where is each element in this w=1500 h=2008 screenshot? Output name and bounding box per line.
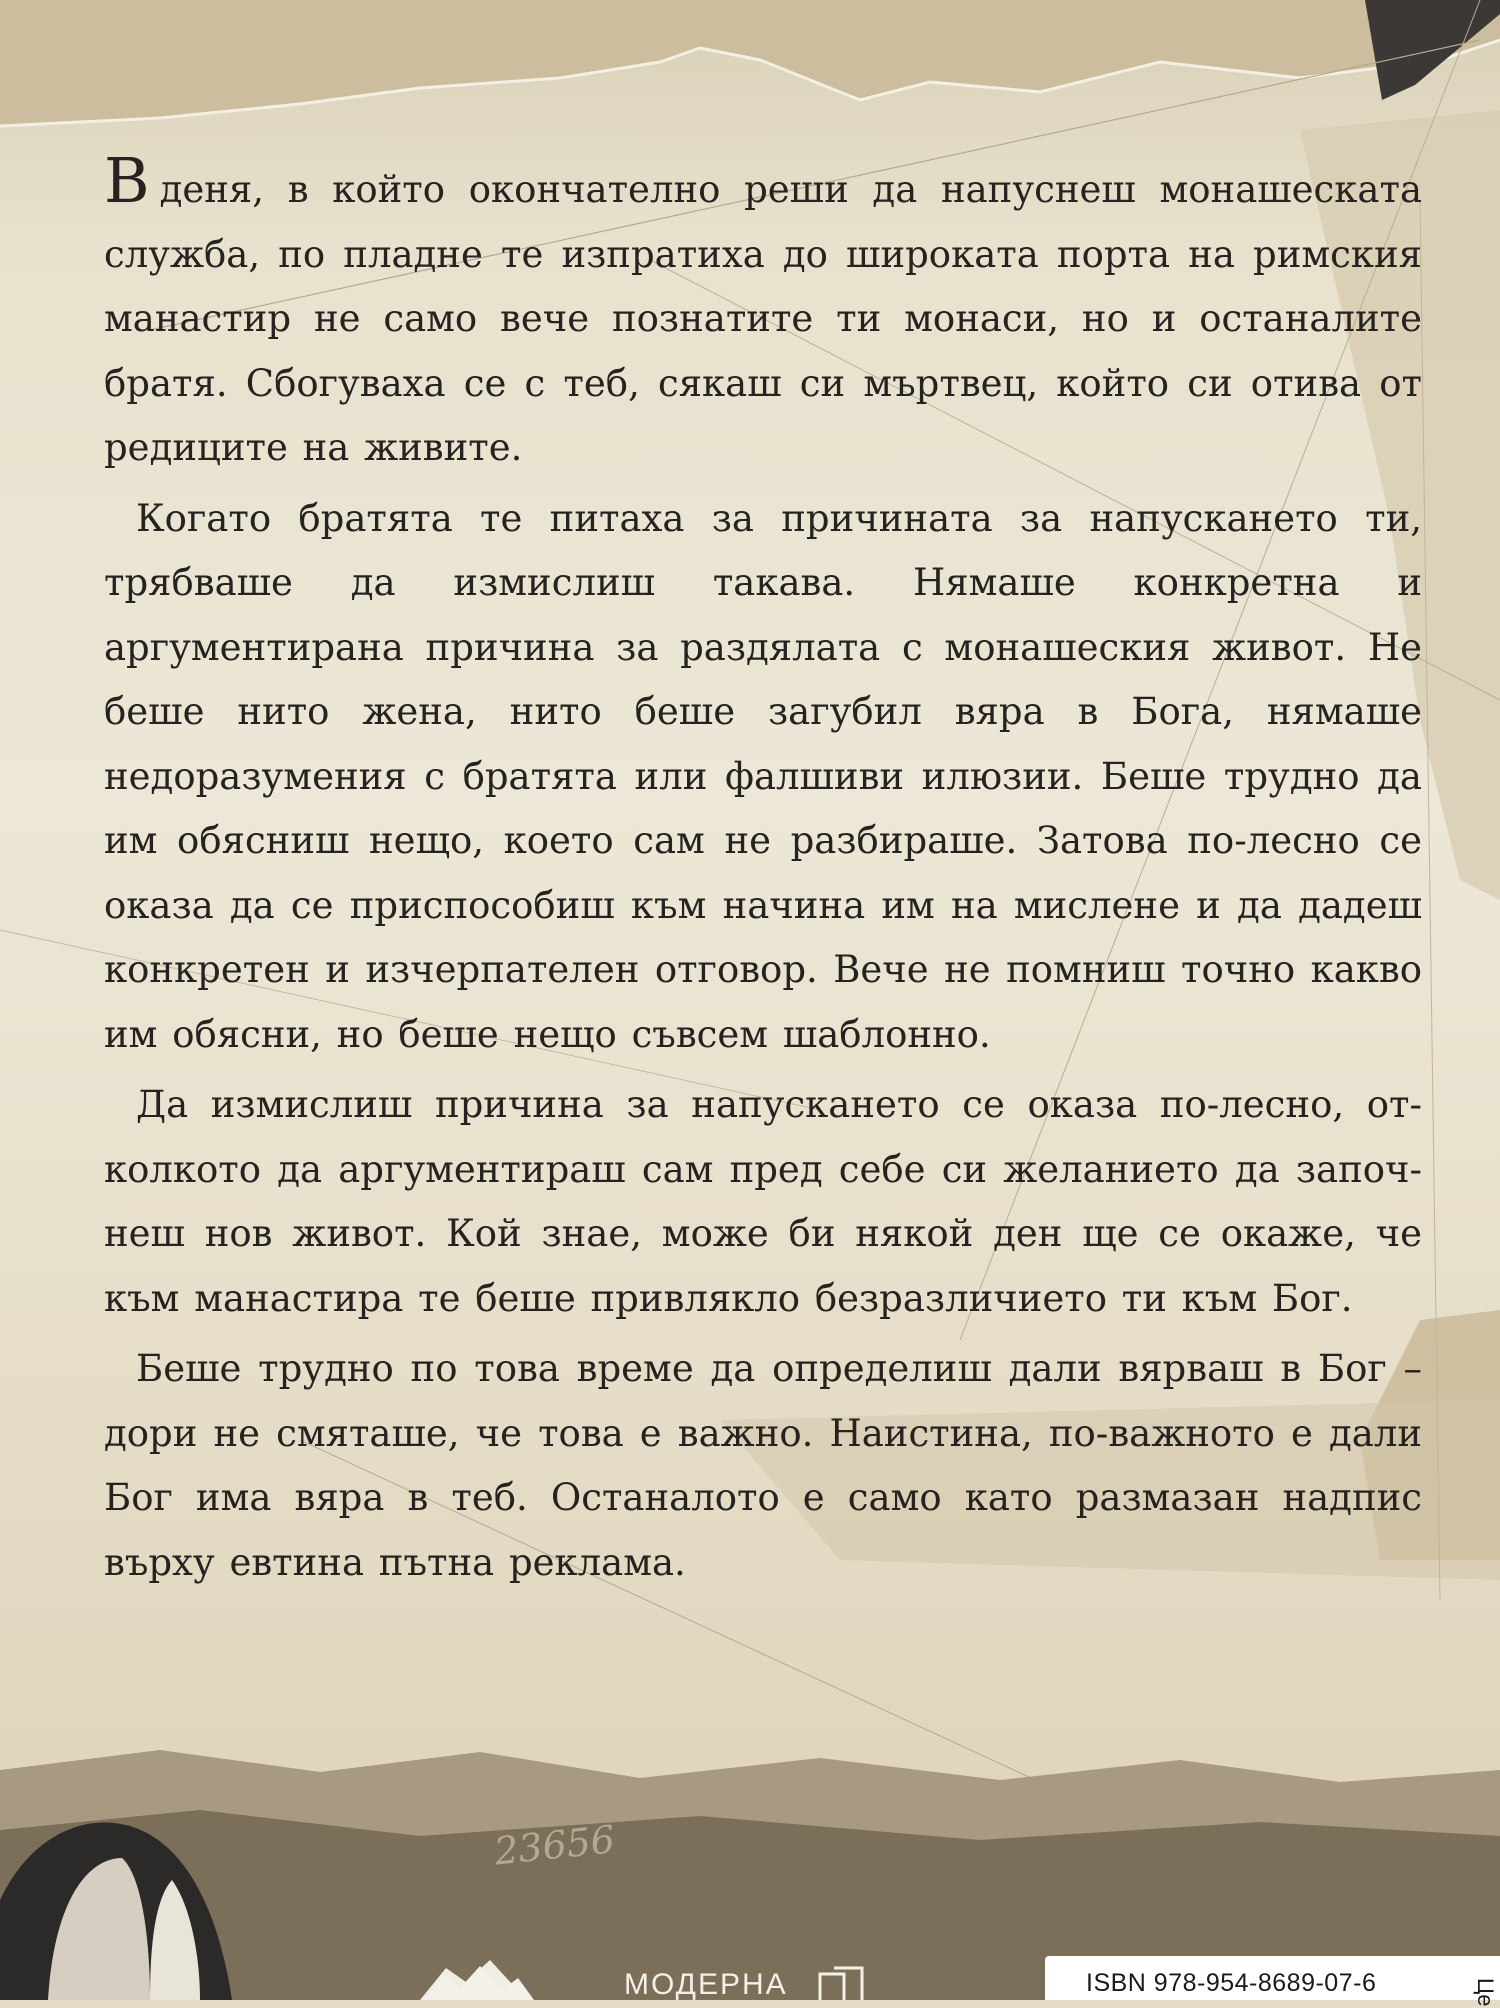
paragraph-3: Да измислиш причина за напускането се оказа по-лесно, отколкото да аргументираш сам пред себе си желанието да започнеш нов живот. Кой знае, може би някой ден ще се окаже, че към манастира те беше привлякло безразличието ти към Бог. xyxy=(104,1083,1422,1320)
paragraph-4: Беше трудно по това време да определиш дали вярваш в Бог – дори не смяташе, че това е важно. Наистина, по-важното е дали Бог има вяра в теб. Останалото е само като размазан надпис върху евтина пътна реклама. xyxy=(104,1347,1422,1584)
publisher-logo-shape xyxy=(424,1960,534,2000)
paragraph-1-text: деня, в който окончателно реши да напуснеш монашеската служба, по пладне те изпратиха до широката порта на римския манастир не само вече познатите ти монаси, но и останалите братя. Сбогуваха се с теб, сякаш си мъртвец, който си отива от редиците на живите. xyxy=(104,168,1422,469)
paragraph-1 xyxy=(104,144,1422,481)
isbn-text: ISBN 978-954-8689-07-6 xyxy=(1086,1969,1377,1997)
back-cover-text xyxy=(104,144,1422,1601)
barcode-side-text: Це xyxy=(1473,1978,1498,2007)
publisher-mark-icon xyxy=(816,1964,874,2000)
drop-cap: В xyxy=(104,144,150,217)
paragraph-2: Когато братята те питаха за причината за напускането ти, трябваше да измислиш такава. Нямаше конкретна и аргументирана причина за раздялата с монашеския живот. Не беше нито жена, нито беше загубил вяра в Бога, нямаше недоразумения с братята или фалшиви илюзии. Беше трудно да им обясниш нещо, което сам не разбираше. Затова по-лесно се оказа да се приспособиш към начина им на мислене и да дадеш конкретен и изчерпателен отговор. Вече не помниш точно какво им обясни, но беше нещо съвсем шаблонно. xyxy=(104,496,1422,1056)
publisher-name: МОДЕРНА xyxy=(624,1968,788,2001)
handwritten-note xyxy=(488,1815,648,1875)
svg-text:23656: 23656 xyxy=(492,1817,617,1874)
